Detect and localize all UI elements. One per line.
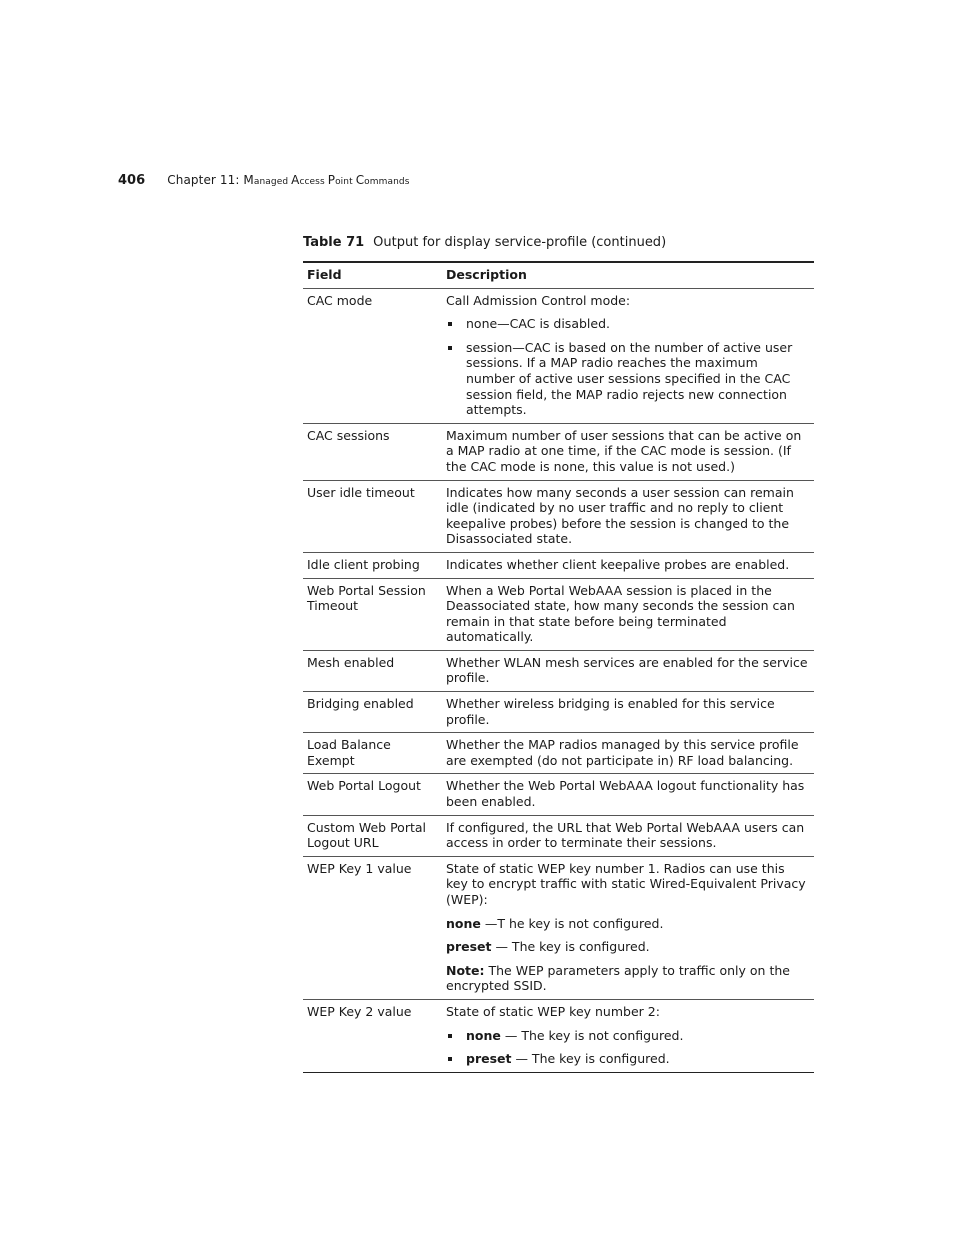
list-item: none—CAC is disabled.	[446, 316, 809, 332]
description-cell: Maximum number of user sessions that can be active on a MAP radio at one time, if the CAC mode is session. (If the CAC mode is none, this value is not used.)	[442, 423, 814, 480]
table-row	[303, 856, 814, 999]
field-cell: WEP Key 2 value	[303, 999, 442, 1072]
field-cell: Idle client probing	[303, 552, 442, 578]
table-row	[303, 578, 814, 650]
list-item: preset — The key is configured.	[446, 1051, 809, 1067]
bullet-list	[446, 1028, 809, 1067]
note: Note: The WEP parameters apply to traffic only on the encrypted SSID.	[446, 962, 790, 994]
field-cell: Web Portal Logout	[303, 774, 442, 815]
table-row	[303, 733, 814, 774]
table-row	[303, 692, 814, 733]
description-cell: Whether wireless bridging is enabled for this service profile.	[442, 692, 814, 733]
square-bullet-icon	[448, 1057, 452, 1061]
field-cell: Bridging enabled	[303, 692, 442, 733]
field-cell: Load Balance Exempt	[303, 733, 442, 774]
description-cell: When a Web Portal WebAAA session is placed in the Deassociated state, how many seconds the session can remain in that state before being terminated automatically.	[442, 578, 814, 650]
field-cell: CAC sessions	[303, 423, 442, 480]
field-cell: User idle timeout	[303, 480, 442, 552]
page-number: 406	[118, 173, 146, 188]
list-item: session—CAC is based on the number of active user sessions. If a MAP radio reaches the maximum number of active user sessions specified in the CAC session field, the MAP radio rejects new connection attempts.	[446, 340, 809, 418]
table-caption	[303, 235, 666, 251]
bullet-list	[446, 316, 809, 418]
table-row	[303, 774, 814, 815]
table-caption-text: Output for display service-profile (continued)	[373, 235, 667, 250]
description-cell: State of static WEP key number 2: none — The key is not configured. preset — The key is configured.	[442, 999, 814, 1072]
square-bullet-icon	[448, 322, 452, 326]
description-cell: Whether WLAN mesh services are enabled for the service profile.	[442, 650, 814, 691]
table-row	[303, 815, 814, 856]
description-cell: Call Admission Control mode: none—CAC is disabled. session—CAC is based on the number of active user sessions. If a MAP radio reaches the maximum number of active user sessions specified in the CAC session field, the MAP radio rejects new connection attempts.	[442, 288, 814, 423]
description-cell: Indicates whether client keepalive probes are enabled.	[442, 552, 814, 578]
table-caption-label: Table 71	[303, 235, 365, 250]
field-cell: WEP Key 1 value	[303, 856, 442, 999]
chapter-title: Chapter 11: Managed Access Point Commands	[167, 173, 410, 187]
table-row	[303, 480, 814, 552]
description-cell: Whether the MAP radios managed by this service profile are exempted (do not participate in) RF load balancing.	[442, 733, 814, 774]
field-cell: Mesh enabled	[303, 650, 442, 691]
table-header-row	[303, 262, 814, 288]
table-row	[303, 999, 814, 1072]
square-bullet-icon	[448, 1034, 452, 1038]
running-header	[118, 172, 410, 190]
table-row	[303, 423, 814, 480]
field-cell: CAC mode	[303, 288, 442, 423]
column-header-field: Field	[303, 262, 442, 288]
field-cell: Web Portal Session Timeout	[303, 578, 442, 650]
description-cell: Indicates how many seconds a user session can remain idle (indicated by no user traffic and no reply to client keepalive probes) before the session is changed to the Disassociated state.	[442, 480, 814, 552]
table-row	[303, 552, 814, 578]
square-bullet-icon	[448, 346, 452, 350]
table-row	[303, 650, 814, 691]
description-cell: If configured, the URL that Web Portal WebAAA users can access in order to terminate their sessions.	[442, 815, 814, 856]
service-profile-table	[303, 261, 814, 1073]
table-row	[303, 288, 814, 423]
description-cell: Whether the Web Portal WebAAA logout functionality has been enabled.	[442, 774, 814, 815]
column-header-description: Description	[442, 262, 814, 288]
field-cell: Custom Web Portal Logout URL	[303, 815, 442, 856]
description-cell: State of static WEP key number 1. Radios can use this key to encrypt traffic with static Wired-Equivalent Privacy (WEP): none —T he key is not configured. preset — The key is configured. Note: The WEP parameters apply to traffic only on the encrypted SSID.	[442, 856, 814, 999]
list-item: none — The key is not configured.	[446, 1028, 809, 1044]
